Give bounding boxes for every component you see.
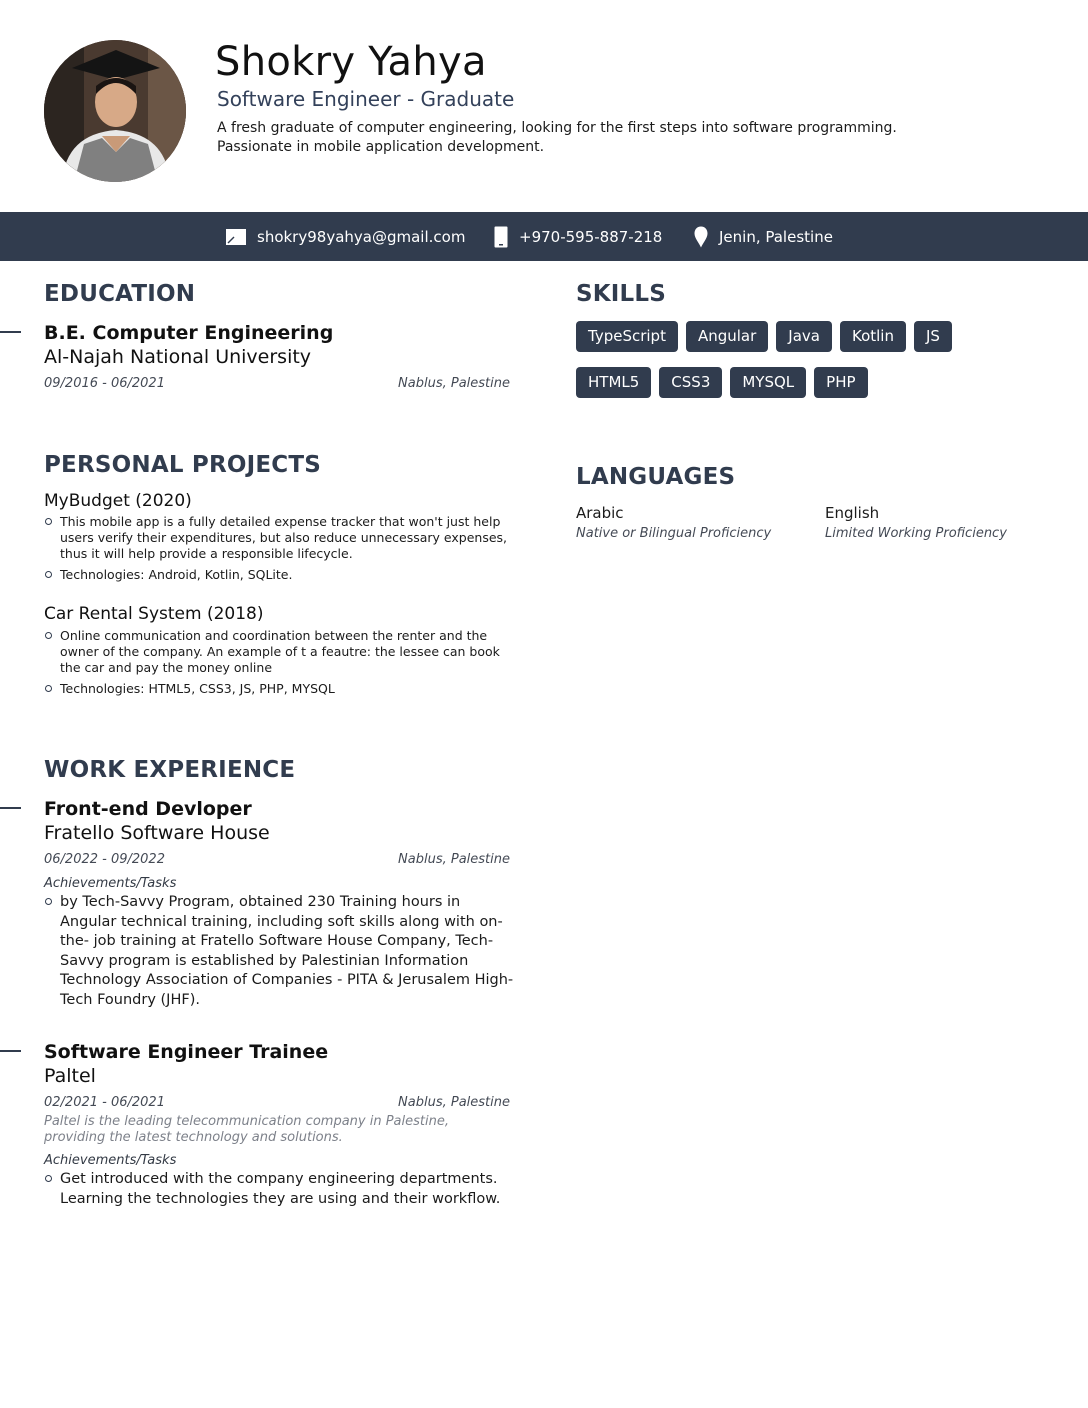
language-level: Limited Working Proficiency [825, 526, 1007, 541]
candidate-role: Software Engineer - Graduate [217, 87, 515, 111]
education-degree: B.E. Computer Engineering [44, 322, 334, 344]
language-name: English [825, 504, 880, 522]
project-bullets [44, 514, 516, 588]
project-name: Car Rental System (2018) [44, 604, 264, 624]
education-school: Al-Najah National University [44, 346, 312, 368]
skill-tag: JS [914, 321, 952, 352]
envelope-icon [226, 229, 246, 245]
summary-line: Passionate in mobile application development. [217, 139, 545, 155]
contact-location [694, 212, 833, 261]
education-meta [44, 375, 510, 392]
company-description: Paltel is the leading telecommunication company in Palestine, providing the latest technology and solutions. [44, 1114, 449, 1145]
job-title: Front-end Devloper [44, 798, 252, 820]
phone-text[interactable]: +970-595-887-218 [519, 227, 663, 246]
project-bullets [44, 628, 516, 702]
contact-bar [0, 212, 1088, 261]
profile-photo [44, 40, 186, 182]
timeline-marker [0, 331, 21, 333]
location-text: Jenin, Palestine [719, 227, 833, 246]
job-location: Nablus, Palestine [398, 852, 510, 867]
job-bullets [44, 893, 516, 1011]
education-dates: 09/2016 - 06/2021 [44, 376, 165, 391]
phone-icon [494, 226, 508, 248]
skill-tag: Java [776, 321, 832, 352]
language-level: Native or Bilingual Proficiency [576, 526, 772, 541]
bullet-item: Technologies: Android, Kotlin, SQLite. [44, 567, 516, 583]
bullet-item: by Tech-Savvy Program, obtained 230 Training hours in Angular technical training, including soft skills along with on-the- job training at Fratello Software House Company, Tech-Savvy program is established by Palestinian Information Technology Association of Companies - PITA & Jerusalem High-Tech Foundry (JHF). [44, 893, 516, 1011]
job-dates: 06/2022 - 09/2022 [44, 852, 165, 867]
contact-email[interactable] [226, 212, 465, 261]
skill-tag: PHP [814, 367, 867, 398]
projects-heading: PERSONAL PROJECTS [44, 452, 322, 478]
job-company: Paltel [44, 1065, 96, 1087]
tasks-label: Achievements/Tasks [44, 1153, 177, 1168]
project-name: MyBudget (2020) [44, 491, 192, 511]
candidate-name: Shokry Yahya [215, 39, 487, 85]
skill-tag: Kotlin [840, 321, 906, 352]
job-location: Nablus, Palestine [398, 1095, 510, 1110]
skill-tag: HTML5 [576, 367, 651, 398]
bullet-item: Get introduced with the company engineering departments. Learning the technologies they are using and their workflow. [44, 1170, 516, 1209]
email-text[interactable]: shokry98yahya@gmail.com [257, 227, 466, 246]
language-item [576, 504, 771, 543]
skills-list [576, 321, 1016, 413]
job-dates: 02/2021 - 06/2021 [44, 1095, 165, 1110]
languages-heading: LANGUAGES [576, 464, 736, 490]
language-item [825, 504, 1007, 543]
skill-tag: TypeScript [576, 321, 678, 352]
bullet-item: This mobile app is a fully detailed expense tracker that won't just help users verify their expenditures, but also reduce unnecessary expenses, thus it will help provide a responsible lifecycle. [44, 514, 516, 562]
job-bullets [44, 1170, 516, 1209]
timeline-marker [0, 1050, 21, 1052]
bullet-item: Technologies: HTML5, CSS3, JS, PHP, MYSQL [44, 681, 516, 697]
skill-tag: CSS3 [659, 367, 722, 398]
job-company: Fratello Software House [44, 822, 270, 844]
education-heading: EDUCATION [44, 281, 196, 307]
job-meta [44, 851, 510, 868]
job-title: Software Engineer Trainee [44, 1041, 329, 1063]
work-heading: WORK EXPERIENCE [44, 757, 296, 783]
education-location: Nablus, Palestine [398, 376, 510, 391]
timeline-marker [0, 807, 21, 809]
summary [217, 119, 977, 157]
skills-heading: SKILLS [576, 281, 667, 307]
skill-tag: Angular [686, 321, 768, 352]
skills-row [576, 367, 1016, 398]
job-meta [44, 1094, 510, 1111]
skills-row [576, 321, 1016, 352]
skill-tag: MYSQL [730, 367, 806, 398]
language-name: Arabic [576, 504, 624, 522]
map-pin-icon [694, 226, 708, 248]
bullet-item: Online communication and coordination between the renter and the owner of the company. An example of t a feautre: the lessee can book the car and pay the money online [44, 628, 516, 676]
summary-line: A fresh graduate of computer engineering, looking for the first steps into software programming. [217, 120, 897, 136]
contact-phone[interactable] [494, 212, 662, 261]
tasks-label: Achievements/Tasks [44, 876, 177, 891]
